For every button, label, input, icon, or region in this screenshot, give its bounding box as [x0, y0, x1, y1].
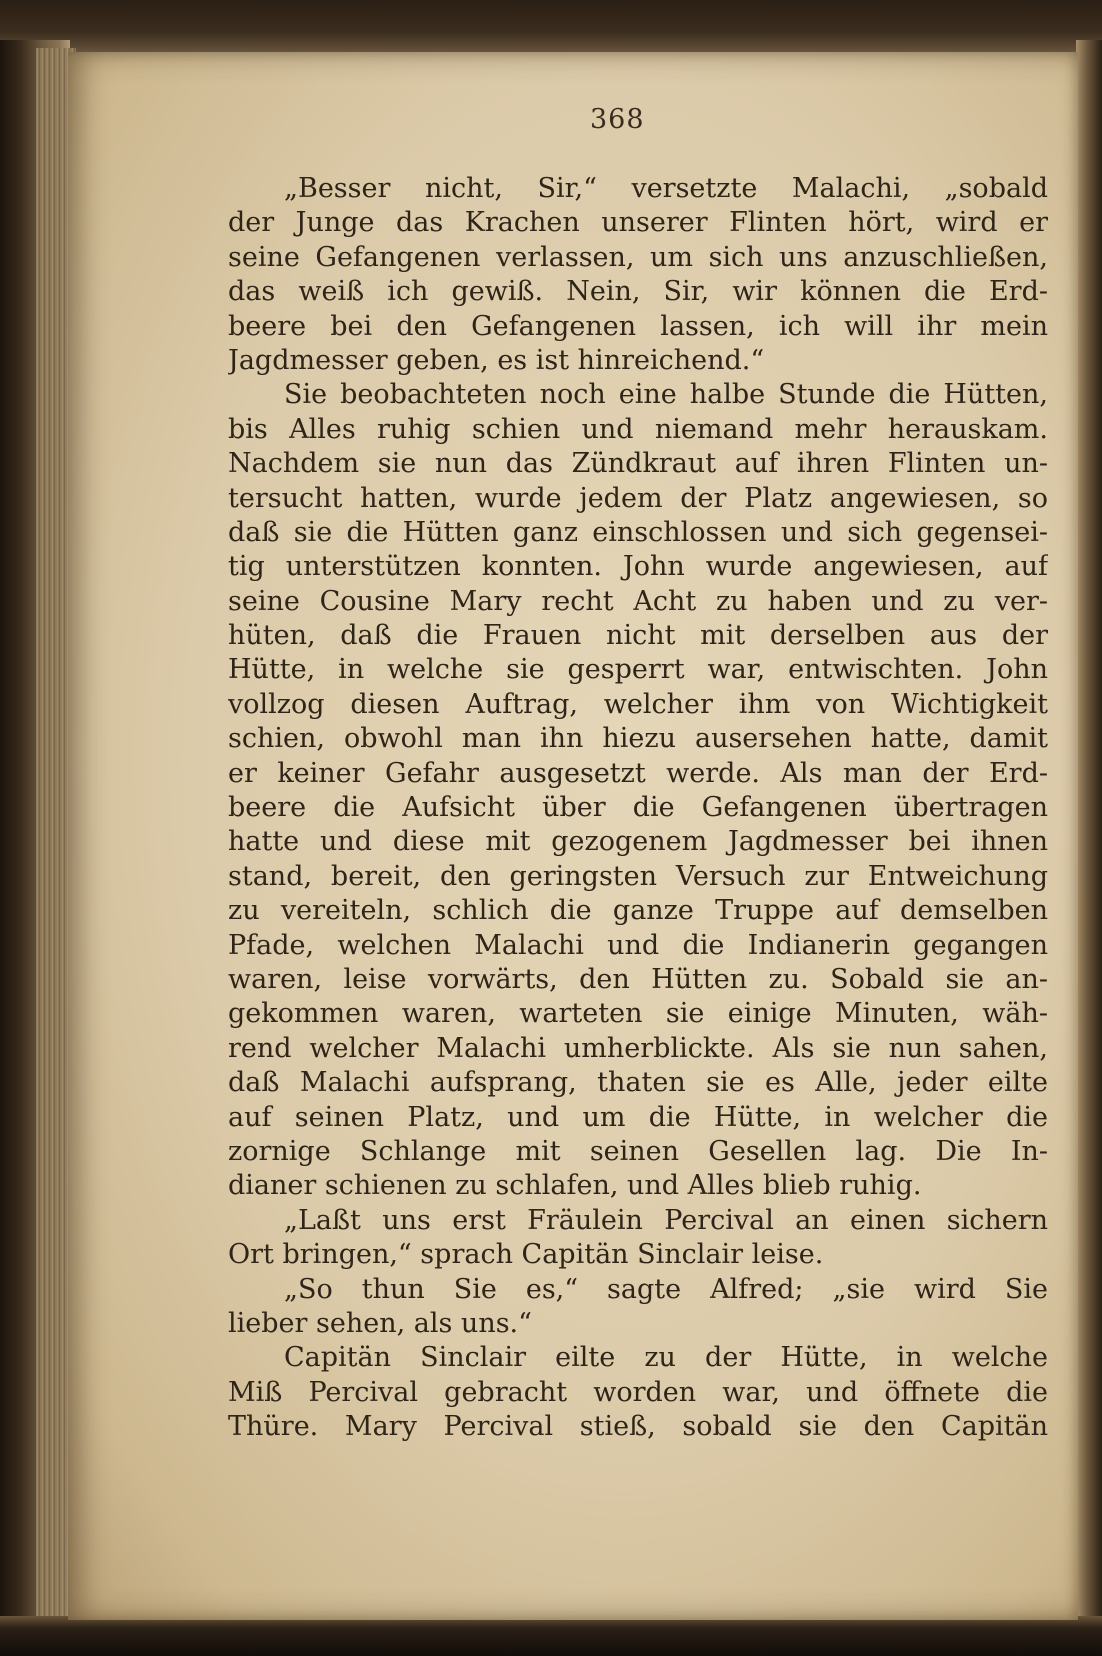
- text-line: beere bei den Gefangenen lassen, ich will ihr mein: [228, 310, 1048, 342]
- text-line: lieber sehen, als uns.“: [228, 1307, 532, 1339]
- text-line: Thüre. Mary Percival stieß, sobald sie den Capitän: [228, 1411, 1048, 1443]
- text-line: schien, obwohl man ihn hiezu ausersehen hatte, damit: [228, 723, 1048, 755]
- book-top-edge: [0, 0, 1102, 54]
- text-line: „Laßt uns erst Fräulein Percival an einen sichern: [284, 1204, 1048, 1236]
- book-bottom-edge: [0, 1616, 1102, 1656]
- text-line: gekommen waren, warteten sie einige Minuten, wäh-: [228, 998, 1048, 1030]
- text-line: Sie beobachteten noch eine halbe Stunde die Hütten,: [284, 379, 1048, 411]
- text-line: bis Alles ruhig schien und niemand mehr herauskam.: [228, 413, 1048, 445]
- text-line: vollzog diesen Auftrag, welcher ihm von Wichtigkeit: [228, 688, 1048, 720]
- page-number: 368: [590, 104, 645, 135]
- text-line: zornige Schlange mit seinen Gesellen lag. Die In-: [228, 1135, 1048, 1167]
- text-line: hüten, daß die Frauen nicht mit derselben aus der: [228, 620, 1048, 652]
- text-line: das weiß ich gewiß. Nein, Sir, wir können die Erd-: [228, 276, 1048, 308]
- text-line: stand, bereit, den geringsten Versuch zur Entweichung: [228, 860, 1048, 892]
- text-line: seine Cousine Mary recht Acht zu haben und zu ver-: [228, 585, 1048, 617]
- text-line: Miß Percival gebracht worden war, und öffnete die: [228, 1376, 1048, 1408]
- text-line: Capitän Sinclair eilte zu der Hütte, in welche: [284, 1342, 1048, 1374]
- text-line: „Besser nicht, Sir,“ versetzte Malachi, „sobald: [284, 173, 1048, 204]
- text-line: rend welcher Malachi umherblickte. Als sie nun sahen,: [228, 1032, 1048, 1064]
- page-text-block: [228, 172, 1048, 1444]
- text-line: Hütte, in welche sie gesperrt war, entwischten. John: [228, 654, 1048, 686]
- text-line: Jagdmesser geben, es ist hinreichend.“: [228, 344, 765, 376]
- text-line: waren, leise vorwärts, den Hütten zu. Sobald sie an-: [228, 963, 1048, 995]
- text-line: der Junge das Krachen unserer Flinten hört, wird er: [228, 207, 1048, 239]
- text-line: Nachdem sie nun das Zündkraut auf ihren Flinten un-: [228, 448, 1048, 480]
- text-line: „So thun Sie es,“ sagte Alfred; „sie wird Sie: [284, 1273, 1048, 1305]
- text-line: daß Malachi aufsprang, thaten sie es Alle, jeder eilte: [228, 1067, 1048, 1099]
- text-line: tersucht hatten, wurde jedem der Platz angewiesen, so: [228, 482, 1048, 514]
- text-line: daß sie die Hütten ganz einschlossen und sich gegensei-: [228, 516, 1048, 548]
- text-line: hatte und diese mit gezogenem Jagdmesser bei ihnen: [228, 826, 1048, 858]
- text-line: zu vereiteln, schlich die ganze Truppe auf demselben: [228, 895, 1048, 927]
- text-line: Pfade, welchen Malachi und die Indianerin gegangen: [228, 929, 1048, 961]
- text-line: beere die Aufsicht über die Gefangenen übertragen: [228, 792, 1048, 824]
- text-line: er keiner Gefahr ausgesetzt werde. Als man der Erd-: [228, 757, 1048, 789]
- text-line: tig unterstützen konnten. John wurde angewiesen, auf: [228, 551, 1048, 583]
- text-line: Ort bringen,“ sprach Capitän Sinclair leise.: [228, 1239, 824, 1271]
- text-line: seine Gefangenen verlassen, um sich uns anzuschließen,: [228, 241, 1048, 273]
- text-line: dianer schienen zu schlafen, und Alles blieb ruhig.: [228, 1170, 922, 1202]
- text-line: auf seinen Platz, und um die Hütte, in welcher die: [228, 1101, 1048, 1133]
- book-right-edge: [1076, 40, 1102, 1620]
